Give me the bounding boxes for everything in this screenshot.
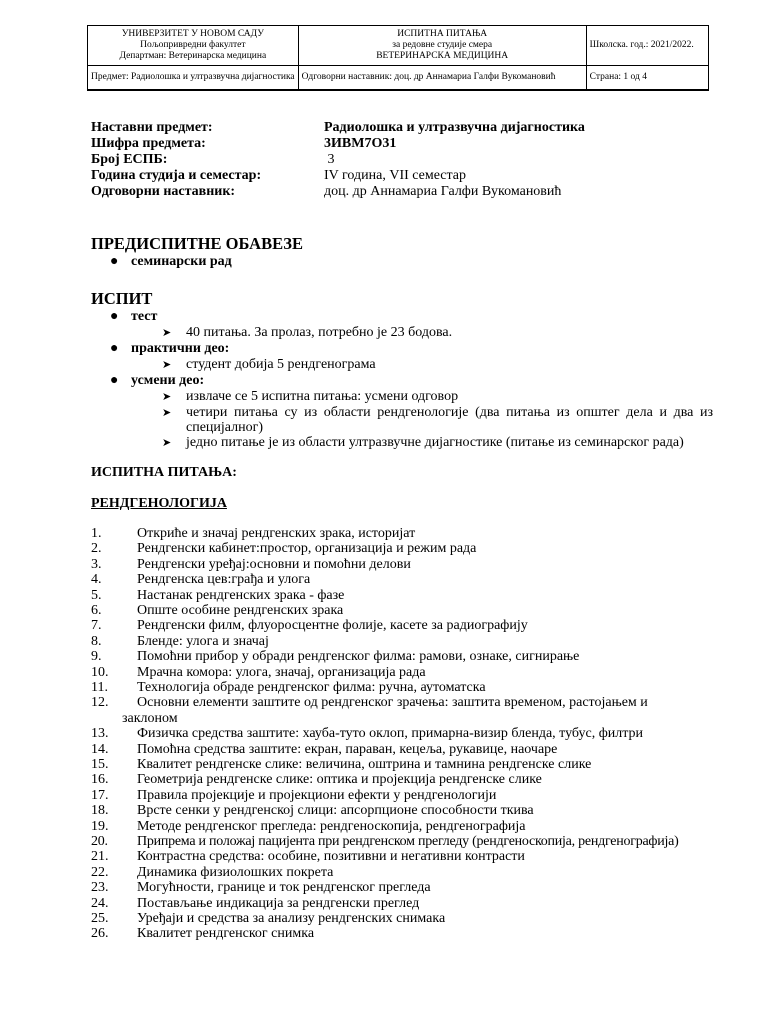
- question-number: 21.: [91, 849, 109, 865]
- bullet-icon: ●: [110, 309, 119, 324]
- question-number: 22.: [91, 864, 109, 880]
- question-item: [91, 926, 713, 941]
- exam-practical-label: практични део:: [131, 341, 230, 356]
- question-item: [91, 788, 713, 803]
- exam-test-item-text: 40 питања. За пролаз, потребно је 23 бодова.: [186, 325, 453, 340]
- exam-oral-item: [162, 389, 458, 405]
- info-value: Радиолошка и ултразвучна дијагностика: [324, 120, 585, 135]
- question-text: Врсте сенки у рендгенској слици: апсорпционе способности ткива: [137, 803, 534, 819]
- question-number: 8.: [91, 633, 102, 649]
- arrow-icon: ➤: [162, 359, 172, 371]
- preexam-heading: ПРЕДИСПИТНЕ ОБАВЕЗЕ: [91, 234, 304, 253]
- question-item: [91, 803, 713, 818]
- question-number: 9.: [91, 649, 102, 665]
- info-row-code: [91, 136, 585, 152]
- arrow-icon: ➤: [162, 437, 172, 449]
- question-item: [91, 695, 713, 710]
- question-item: [91, 880, 713, 895]
- question-text: Динамика физиолошких покрета: [137, 864, 334, 880]
- exam-oral-item-continuation: [186, 420, 263, 436]
- info-key: Наставни предмет:: [91, 120, 213, 135]
- question-continuation: заклоном: [122, 710, 178, 726]
- exam-oral-item-text: једно питање је из области ултразвучне дијагностике (питање из семинарског рада): [186, 435, 684, 450]
- question-number: 19.: [91, 818, 109, 834]
- question-text: Постављање индикација за рендгенски преглед: [137, 895, 420, 911]
- info-value: доц. др Аннамариа Галфи Вукомановић: [324, 184, 562, 199]
- question-item: [91, 634, 713, 649]
- document-title: ИСПИТНА ПИТАЊА: [397, 29, 488, 39]
- question-number: 11.: [91, 680, 108, 695]
- info-value: IV година, VII семестар: [324, 168, 467, 183]
- section-heading-radiology: РЕНДГЕНОЛОГИЈА: [91, 496, 227, 511]
- question-number: 7.: [91, 618, 102, 634]
- question-text: Помоћни прибор у обради рендгенског филма: рамови, ознаке, сигнирање: [137, 649, 580, 665]
- question-text: Технологија обраде рендгенског филма: ручна, аутоматска: [137, 680, 486, 695]
- header-subject-cell: Предмет: Радиолошка и ултразвучна дијагностика: [88, 66, 299, 90]
- info-key: Одговорни наставник:: [91, 184, 236, 199]
- question-text: Квалитет рендгенске слике: величина, оштрина и тамнина рендгенске слике: [137, 757, 592, 772]
- question-text: Физичка средства заштите: хауба-туто оклоп, примарна-визир бленда, тубус, филтри: [137, 726, 644, 742]
- exam-oral-item-text: извлаче се 5 испитна питања: усмени одговор: [186, 389, 459, 404]
- question-item: [91, 680, 713, 695]
- preexam-item-text: семинарски рад: [131, 254, 232, 269]
- header-title-cell: [298, 26, 586, 66]
- question-text: Мрачна комора: улога, значај, организација рада: [137, 664, 426, 680]
- bullet-icon: ●: [110, 254, 119, 269]
- exam-oral-item-text: четири питања су из области рендгенологије (два питања из општег дела и два из: [186, 405, 713, 420]
- question-number: 18.: [91, 803, 109, 819]
- question-item: [91, 757, 713, 772]
- course-info: [91, 120, 585, 200]
- document-header-table: [87, 25, 709, 91]
- university-name: УНИВЕРЗИТЕТ У НОВОМ САДУ: [121, 29, 264, 39]
- question-number: 24.: [91, 895, 109, 911]
- question-text: Уређаји и средства за анализу рендгенских снимака: [137, 911, 446, 926]
- question-text: Квалитет рендгенског снимка: [137, 926, 315, 942]
- exam-practical-item-text: студент добија 5 рендгенограма: [186, 357, 376, 372]
- question-number: 26.: [91, 926, 109, 942]
- question-text: Основни елементи заштите од рендгенског зрачења: заштита временом, растојањем и: [137, 695, 648, 711]
- exam-practical: [110, 341, 229, 357]
- question-item: [91, 665, 713, 680]
- exam-test: [110, 309, 157, 325]
- question-item: [91, 772, 713, 787]
- question-number: 25.: [91, 911, 109, 926]
- question-item: [91, 896, 713, 911]
- question-number: 4.: [91, 572, 102, 588]
- question-text: Опште особине рендгенских зрака: [137, 603, 344, 618]
- question-text: Рендгенски филм, флуоросцентне фолије, касете за радиографију: [137, 618, 528, 634]
- question-text: Контрастна средства: особине, позитивни и негативни контрасти: [137, 849, 525, 865]
- document-program: ВЕТЕРИНАРСКА МЕДИЦИНА: [376, 51, 509, 61]
- question-text: Помоћна средства заштите: екран, параван, кецеља, рукавице, наочаре: [137, 741, 558, 757]
- arrow-icon: ➤: [162, 327, 172, 339]
- bullet-icon: ●: [110, 341, 119, 356]
- exam-oral-label: усмени део:: [131, 373, 205, 388]
- question-number: 12.: [91, 695, 109, 711]
- question-number: 16.: [91, 772, 109, 788]
- question-item: [91, 742, 713, 757]
- question-item: [91, 849, 713, 864]
- info-row-teacher: [91, 184, 585, 200]
- header-teacher-cell: Одговорни наставник: доц. др Аннамариа Галфи Вукомановић: [298, 66, 586, 90]
- question-number: 15.: [91, 757, 109, 772]
- exam-heading: ИСПИТ: [91, 289, 153, 308]
- exam-oral-item: [162, 435, 684, 451]
- exam-oral: [110, 373, 204, 389]
- question-text: Рендгенска цев:грађа и улога: [137, 572, 311, 588]
- question-item: [91, 819, 713, 834]
- question-item: [91, 911, 713, 926]
- question-text: Рендгенски уређај:основни и помоћни делови: [137, 556, 411, 572]
- question-number: 14.: [91, 741, 109, 757]
- exam-oral-item: [162, 405, 713, 421]
- info-value: 3: [324, 152, 335, 167]
- school-year-cell: Школска. год.: 2021/2022.: [586, 26, 708, 66]
- info-key: Година студија и семестар:: [91, 168, 262, 183]
- question-item: [91, 618, 713, 633]
- info-key: Шифра предмета:: [91, 136, 206, 151]
- question-number: 20.: [91, 834, 108, 849]
- question-text: Геометрија рендгенске слике: оптика и пројекција рендгенске слике: [137, 772, 542, 788]
- question-item: [91, 865, 713, 880]
- question-item: [91, 541, 713, 556]
- question-item: [91, 726, 713, 741]
- question-number: 5.: [91, 587, 102, 603]
- exam-practical-item: [162, 357, 376, 373]
- faculty-name: Пољопривредни факултет: [140, 40, 246, 50]
- info-row-subject: [91, 120, 585, 136]
- question-text: Методе рендгенског прегледа: рендгеноскопија, рендгенографија: [137, 818, 526, 834]
- question-item: [91, 557, 713, 572]
- question-item: [91, 649, 713, 664]
- bullet-icon: ●: [110, 373, 119, 388]
- question-text: Бленде: улога и значај: [137, 633, 269, 649]
- header-institution-cell: [88, 26, 299, 66]
- info-key: Број ЕСПБ:: [91, 152, 168, 167]
- question-number: 1.: [91, 526, 102, 541]
- document-subtitle: за редовне студије смера: [392, 40, 493, 50]
- header-page-cell: Страна: 1 од 4: [586, 66, 708, 90]
- question-item: [91, 588, 713, 603]
- question-number: 13.: [91, 726, 109, 742]
- arrow-icon: ➤: [162, 391, 172, 403]
- question-text: Припрема и положај пацијента при рендгенском прегледу (рендгеноскопија, рендгенографија): [137, 834, 679, 849]
- exam-oral-item-text: специјалног): [186, 420, 264, 435]
- question-number: 23.: [91, 880, 109, 896]
- exam-test-item: [162, 325, 452, 341]
- question-item: [91, 834, 713, 849]
- exam-test-label: тест: [131, 309, 158, 324]
- question-text: Откриће и значај рендгенских зрака, историјат: [137, 526, 416, 541]
- question-number: 2.: [91, 541, 102, 557]
- question-item: [91, 603, 713, 618]
- preexam-item: [110, 254, 232, 270]
- info-row-ects: [91, 152, 585, 168]
- question-text: Рендгенски кабинет:простор, организација и режим рада: [137, 541, 477, 557]
- question-number: 10.: [91, 664, 109, 680]
- question-item: [91, 572, 713, 587]
- info-value: 3ИВМ7О31: [324, 136, 397, 151]
- department-name: Департман: Ветеринарска медицина: [119, 51, 267, 61]
- question-number: 6.: [91, 603, 102, 618]
- info-row-year: [91, 168, 585, 184]
- question-item: [91, 526, 713, 541]
- arrow-icon: ➤: [162, 407, 172, 419]
- question-number: 3.: [91, 556, 102, 572]
- question-text: Настанак рендгенских зрака - фазе: [137, 587, 345, 603]
- question-number: 17.: [91, 787, 109, 803]
- question-text: Правила пројекције и пројекциони ефекти у рендгенологији: [137, 787, 497, 803]
- questions-heading: ИСПИТНА ПИТАЊА:: [91, 465, 237, 480]
- question-text: Могућности, границе и ток рендгенског прегледа: [137, 880, 431, 896]
